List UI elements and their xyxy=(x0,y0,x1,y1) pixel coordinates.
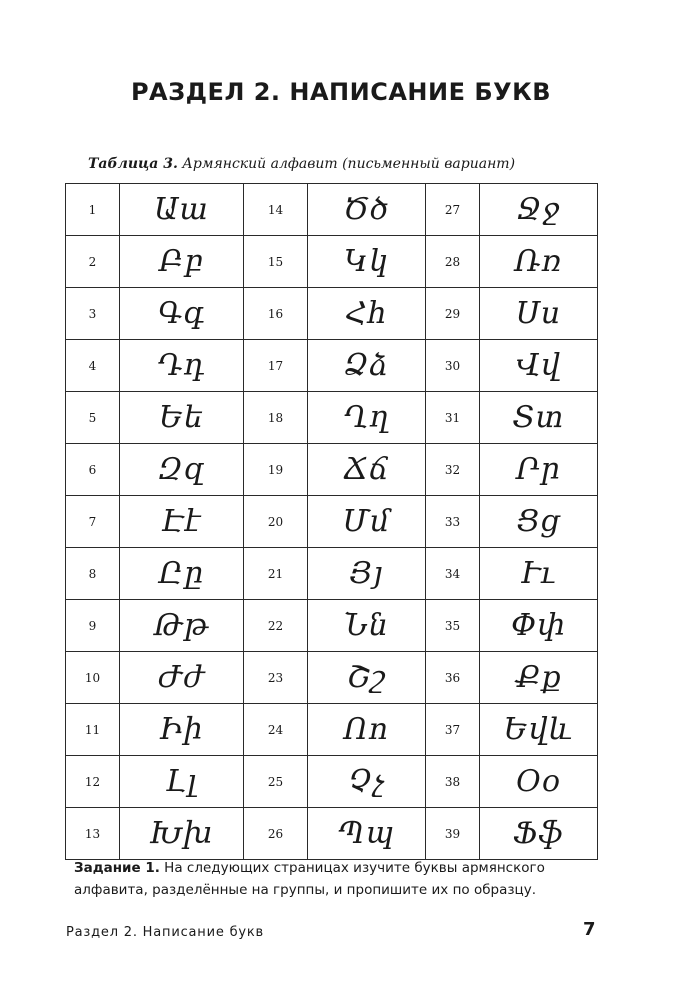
table-row xyxy=(66,548,598,600)
letter-number: 35 xyxy=(426,600,480,652)
letter-glyph: Ձձ xyxy=(308,340,426,392)
letter-glyph: Կկ xyxy=(308,236,426,288)
running-footer: Раздел 2. Написание букв xyxy=(66,925,264,940)
letter-number: 12 xyxy=(66,756,120,808)
letter-number: 27 xyxy=(426,184,480,236)
letter-number: 23 xyxy=(244,652,308,704)
letter-number: 1 xyxy=(66,184,120,236)
letter-glyph: Շշ xyxy=(308,652,426,704)
letter-number: 37 xyxy=(426,704,480,756)
letter-number: 38 xyxy=(426,756,480,808)
table-row xyxy=(66,288,598,340)
letter-number: 2 xyxy=(66,236,120,288)
letter-number: 15 xyxy=(244,236,308,288)
letter-glyph: Քք xyxy=(480,652,598,704)
letter-glyph: Եե xyxy=(120,392,244,444)
letter-number: 13 xyxy=(66,808,120,860)
task-text: На следующих страницах изучите буквы армянского алфавита, разделённые на группы, и пропишите их по образцу. xyxy=(74,860,545,898)
letter-glyph: Մմ xyxy=(308,496,426,548)
letter-number: 6 xyxy=(66,444,120,496)
letter-glyph: Րր xyxy=(480,444,598,496)
letter-glyph: Պպ xyxy=(308,808,426,860)
letter-glyph: Ճճ xyxy=(308,444,426,496)
letter-glyph: Սս xyxy=(480,288,598,340)
section-title: РАЗДЕЛ 2. НАПИСАНИЕ БУКВ xyxy=(130,78,552,106)
letter-glyph: Զզ xyxy=(120,444,244,496)
letter-glyph: Նն xyxy=(308,600,426,652)
letter-glyph: Չչ xyxy=(308,756,426,808)
letter-glyph: Գգ xyxy=(120,288,244,340)
letter-number: 26 xyxy=(244,808,308,860)
letter-number: 30 xyxy=(426,340,480,392)
letter-glyph: Յյ xyxy=(308,548,426,600)
table-row xyxy=(66,808,598,860)
table-row xyxy=(66,392,598,444)
letter-glyph: Տտ xyxy=(480,392,598,444)
letter-number: 8 xyxy=(66,548,120,600)
letter-number: 16 xyxy=(244,288,308,340)
table-row xyxy=(66,236,598,288)
table-row xyxy=(66,756,598,808)
letter-number: 32 xyxy=(426,444,480,496)
letter-glyph: Փփ xyxy=(480,600,598,652)
letter-glyph: Ֆֆ xyxy=(480,808,598,860)
letter-glyph: Ժժ xyxy=(120,652,244,704)
task-label: Задание 1. xyxy=(74,860,160,876)
letter-number: 18 xyxy=(244,392,308,444)
task-paragraph xyxy=(74,857,604,901)
table-caption-label: Таблица 3. xyxy=(88,156,178,172)
table-row xyxy=(66,496,598,548)
letter-glyph: Բբ xyxy=(120,236,244,288)
letter-glyph: Խխ xyxy=(120,808,244,860)
letter-number: 39 xyxy=(426,808,480,860)
table-row xyxy=(66,652,598,704)
letter-number: 28 xyxy=(426,236,480,288)
letter-number: 4 xyxy=(66,340,120,392)
letter-number: 10 xyxy=(66,652,120,704)
letter-glyph: Հհ xyxy=(308,288,426,340)
letter-glyph: Ււ xyxy=(480,548,598,600)
letter-glyph: Ծծ xyxy=(308,184,426,236)
letter-glyph: Թթ xyxy=(120,600,244,652)
letter-number: 14 xyxy=(244,184,308,236)
alphabet-table xyxy=(65,183,598,860)
letter-glyph: Լլ xyxy=(120,756,244,808)
letter-glyph: Էէ xyxy=(120,496,244,548)
letter-glyph: Ցց xyxy=(480,496,598,548)
letter-glyph: Եվև xyxy=(480,704,598,756)
letter-number: 9 xyxy=(66,600,120,652)
letter-number: 25 xyxy=(244,756,308,808)
letter-number: 34 xyxy=(426,548,480,600)
letter-number: 20 xyxy=(244,496,308,548)
letter-glyph: Իի xyxy=(120,704,244,756)
letter-glyph: Ջջ xyxy=(480,184,598,236)
letter-glyph: Օօ xyxy=(480,756,598,808)
letter-number: 3 xyxy=(66,288,120,340)
letter-glyph: Աա xyxy=(120,184,244,236)
page-number: 7 xyxy=(583,919,596,940)
table-row xyxy=(66,600,598,652)
table-row xyxy=(66,184,598,236)
letter-number: 5 xyxy=(66,392,120,444)
letter-glyph: Ղղ xyxy=(308,392,426,444)
letter-number: 17 xyxy=(244,340,308,392)
table-row xyxy=(66,340,598,392)
letter-number: 29 xyxy=(426,288,480,340)
letter-number: 36 xyxy=(426,652,480,704)
letter-number: 31 xyxy=(426,392,480,444)
letter-number: 11 xyxy=(66,704,120,756)
letter-number: 24 xyxy=(244,704,308,756)
letter-glyph: Դդ xyxy=(120,340,244,392)
letter-number: 19 xyxy=(244,444,308,496)
letter-glyph: Ռռ xyxy=(480,236,598,288)
table-row xyxy=(66,444,598,496)
table-caption-text: Армянский алфавит (письменный вариант) xyxy=(177,156,516,172)
letter-number: 33 xyxy=(426,496,480,548)
table-row xyxy=(66,704,598,756)
letter-number: 7 xyxy=(66,496,120,548)
letter-glyph: Ըը xyxy=(120,548,244,600)
table-caption xyxy=(88,156,515,172)
letter-number: 21 xyxy=(244,548,308,600)
letter-number: 22 xyxy=(244,600,308,652)
letter-glyph: Վվ xyxy=(480,340,598,392)
letter-glyph: Ոո xyxy=(308,704,426,756)
